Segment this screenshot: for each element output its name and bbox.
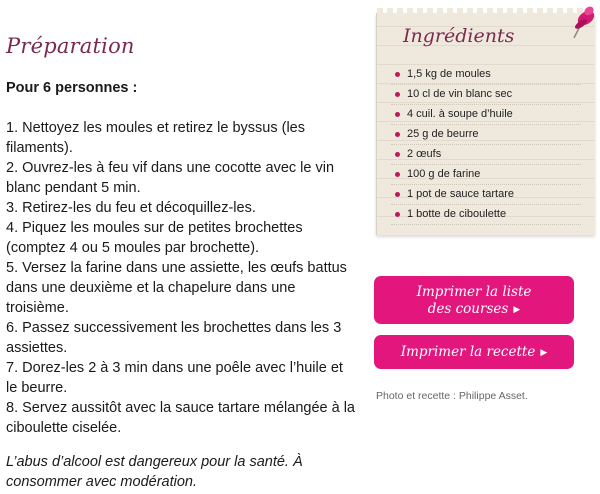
print-list-line1: Imprimer la liste	[416, 284, 532, 300]
alcohol-warning: L’abus d’alcool est dangereux pour la santé. À consommer avec modération.	[6, 454, 303, 490]
step-item: 5. Versez la farine dans une assiette, les œufs battus dans une deuxième et la chapelure dans une troisième.	[6, 260, 347, 316]
pushpin-icon	[564, 2, 598, 44]
bullet-icon	[395, 112, 400, 117]
ingredients-title: Ingrédients	[403, 25, 515, 47]
ingredients-list	[391, 65, 581, 225]
bullet-icon	[395, 172, 400, 177]
preparation-title: Préparation	[6, 34, 135, 58]
ingredient-item	[391, 205, 581, 225]
step-item: 6. Passez successivement les brochettes dans les 3 assiettes.	[6, 320, 342, 356]
ingredient-item	[391, 125, 581, 145]
servings-label: Pour 6 personnes :	[6, 80, 138, 96]
ingredient-label: 4 cuil. à soupe d’huile	[407, 108, 513, 120]
arrow-right-icon: ▶	[513, 305, 521, 315]
ingredient-item	[391, 145, 581, 165]
ingredient-item	[391, 185, 581, 205]
bullet-icon	[395, 212, 400, 217]
steps-list	[6, 118, 358, 438]
ingredient-label: 100 g de farine	[407, 168, 481, 180]
step-item: 1. Nettoyez les moules et retirez le byssus (les filaments).	[6, 120, 305, 156]
ingredient-item	[391, 65, 581, 85]
ingredient-item	[391, 85, 581, 105]
step-item: 2. Ouvrez-les à feu vif dans une cocotte avec le vin blanc pendant 5 min.	[6, 160, 335, 196]
bullet-icon	[395, 72, 400, 77]
ingredient-label: 2 œufs	[407, 148, 442, 160]
bullet-icon	[395, 92, 400, 97]
step-item: 7. Dorez-les 2 à 3 min dans une poêle avec l’huile et le beurre.	[6, 360, 343, 396]
bullet-icon	[395, 192, 400, 197]
ingredient-label: 1,5 kg de moules	[407, 68, 491, 80]
step-item: 8. Servez aussitôt avec la sauce tartare mélangée à la ciboulette ciselée.	[6, 400, 355, 436]
ingredient-label: 25 g de beurre	[407, 128, 479, 140]
print-recipe-button[interactable]	[374, 335, 574, 369]
photo-credit: Photo et recette : Philippe Asset.	[376, 390, 528, 402]
step-item: 3. Retirez-les du feu et décoquillez-les.	[6, 200, 256, 216]
bullet-icon	[395, 132, 400, 137]
print-recipe-label: Imprimer la recette	[400, 344, 536, 360]
print-shopping-list-button[interactable]	[374, 276, 574, 324]
ingredient-item	[391, 165, 581, 185]
bullet-icon	[395, 152, 400, 157]
step-item: 4. Piquez les moules sur de petites brochettes (comptez 4 ou 5 moules par brochette).	[6, 220, 303, 256]
ingredients-card	[376, 13, 595, 235]
ingredient-label: 1 pot de sauce tartare	[407, 188, 515, 200]
arrow-right-icon: ▶	[540, 348, 548, 358]
ingredient-item	[391, 105, 581, 125]
ingredient-label: 1 botte de ciboulette	[407, 208, 507, 220]
ingredient-label: 10 cl de vin blanc sec	[407, 88, 513, 100]
print-list-line2: des courses	[427, 301, 509, 317]
